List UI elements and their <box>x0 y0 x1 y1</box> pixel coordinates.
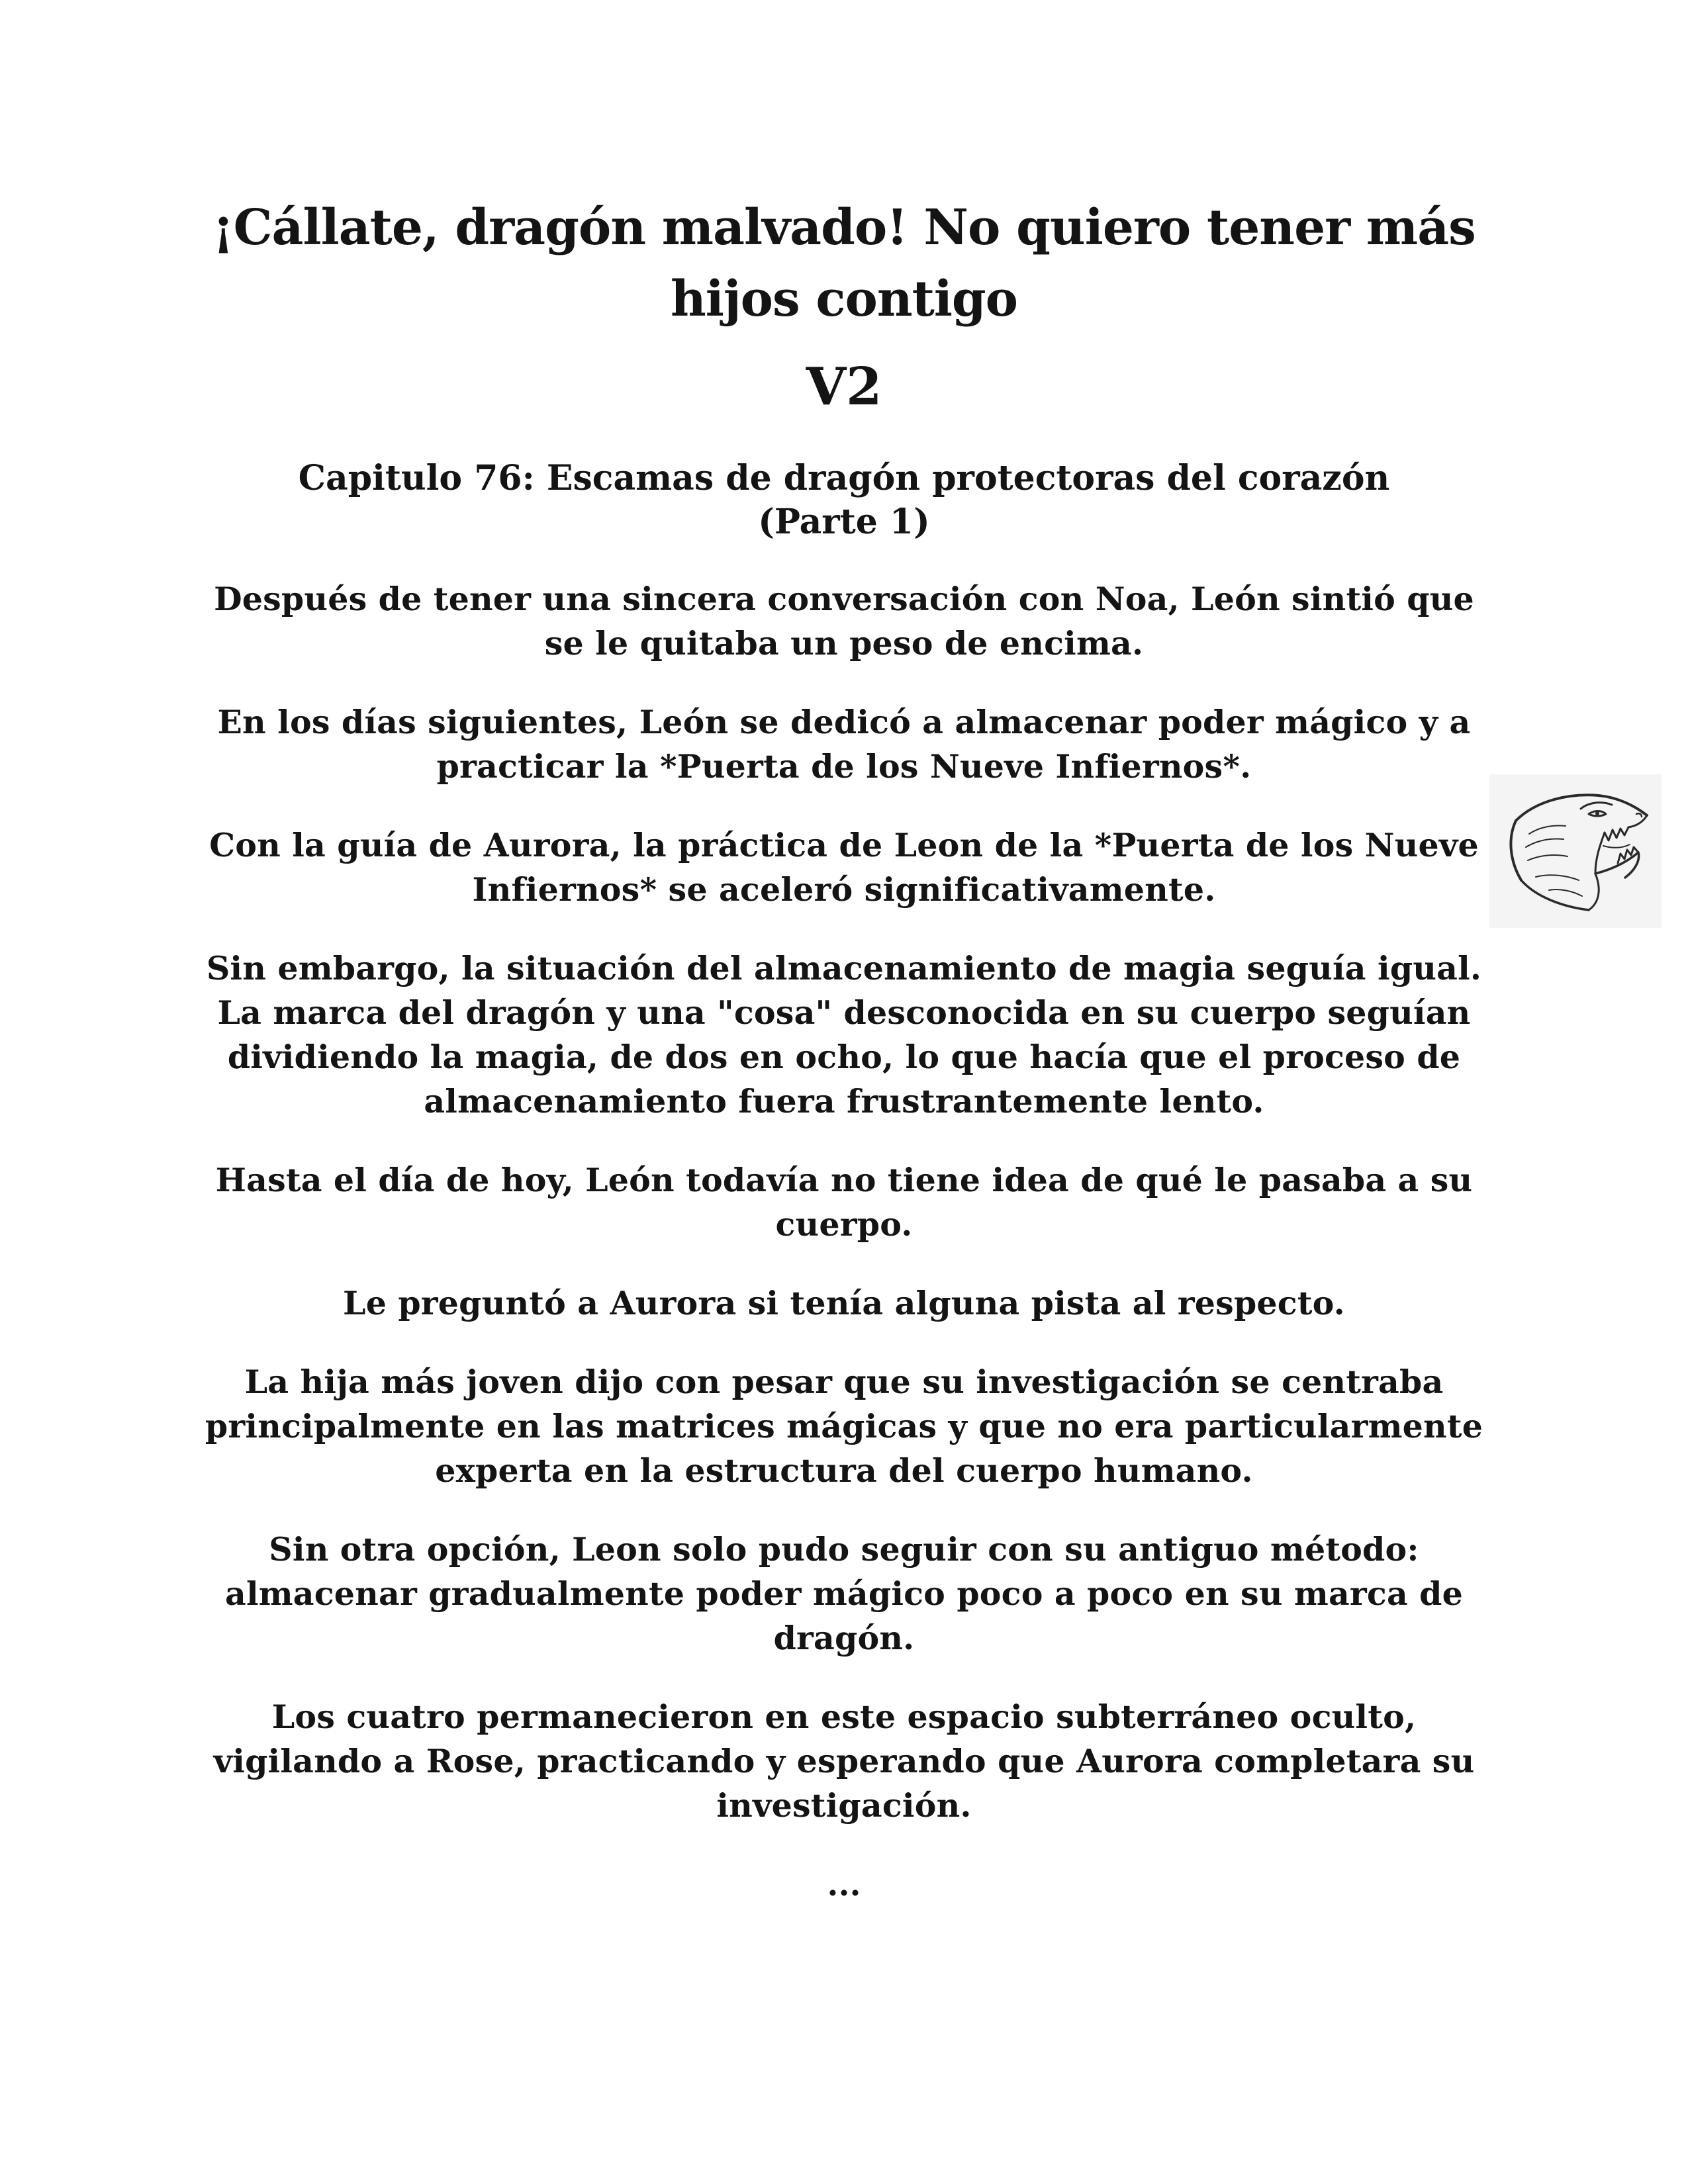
paragraph: En los días siguientes, León se dedicó a almacenar poder mágico y a practicar la *Puerta de los Nueve Infiernos*. <box>217 703 1471 786</box>
paragraph: Sin embargo, la situación del almacenamiento de magia seguía igual. La marca del dragón y una "cosa" desconocida en su cuerpo seguían dividiendo la magia, de dos en ocho, lo que hacía que el proceso de almacenamiento fuera frustrantemente lento. <box>206 949 1482 1120</box>
paragraph: Los cuatro permanecieron en este espacio subterráneo oculto, vigilando a Rose, practicando y esperando que Aurora completara su investigación. <box>213 1698 1475 1825</box>
paragraph: Después de tener una sincera conversación con Noa, León sintió que se le quitaba un peso de encima. <box>214 580 1474 662</box>
chapter-body <box>199 577 1489 1907</box>
paragraph: Le preguntó a Aurora si tenía alguna pista al respecto. <box>343 1284 1345 1322</box>
paragraph: Sin otra opción, Leon solo pudo seguir con su antiguo método: almacenar gradualmente poder mágico poco a poco en su marca de dragón. <box>225 1530 1463 1657</box>
volume-label: V2 <box>806 357 882 417</box>
chapter-heading: Capitulo 76: Escamas de dragón protectoras del corazón (Parte 1) <box>298 458 1390 542</box>
dragon-head-sketch-icon <box>1489 774 1662 928</box>
paragraph: Hasta el día de hoy, León todavía no tiene idea de qué le pasaba a su cuerpo. <box>215 1161 1473 1244</box>
document-title: ¡Cállate, dragón malvado! No quiero tener más hijos contigo <box>212 199 1476 328</box>
paragraph: La hija más joven dijo con pesar que su investigación se centraba principalmente en las matrices mágicas y que no era particularmente experta en la estructura del cuerpo humano. <box>205 1363 1483 1490</box>
section-break-ellipsis: ... <box>827 1865 861 1903</box>
paragraph: Con la guía de Aurora, la práctica de Leon de la *Puerta de los Nueve Infiernos* se aceleró significativamente. <box>209 826 1479 909</box>
